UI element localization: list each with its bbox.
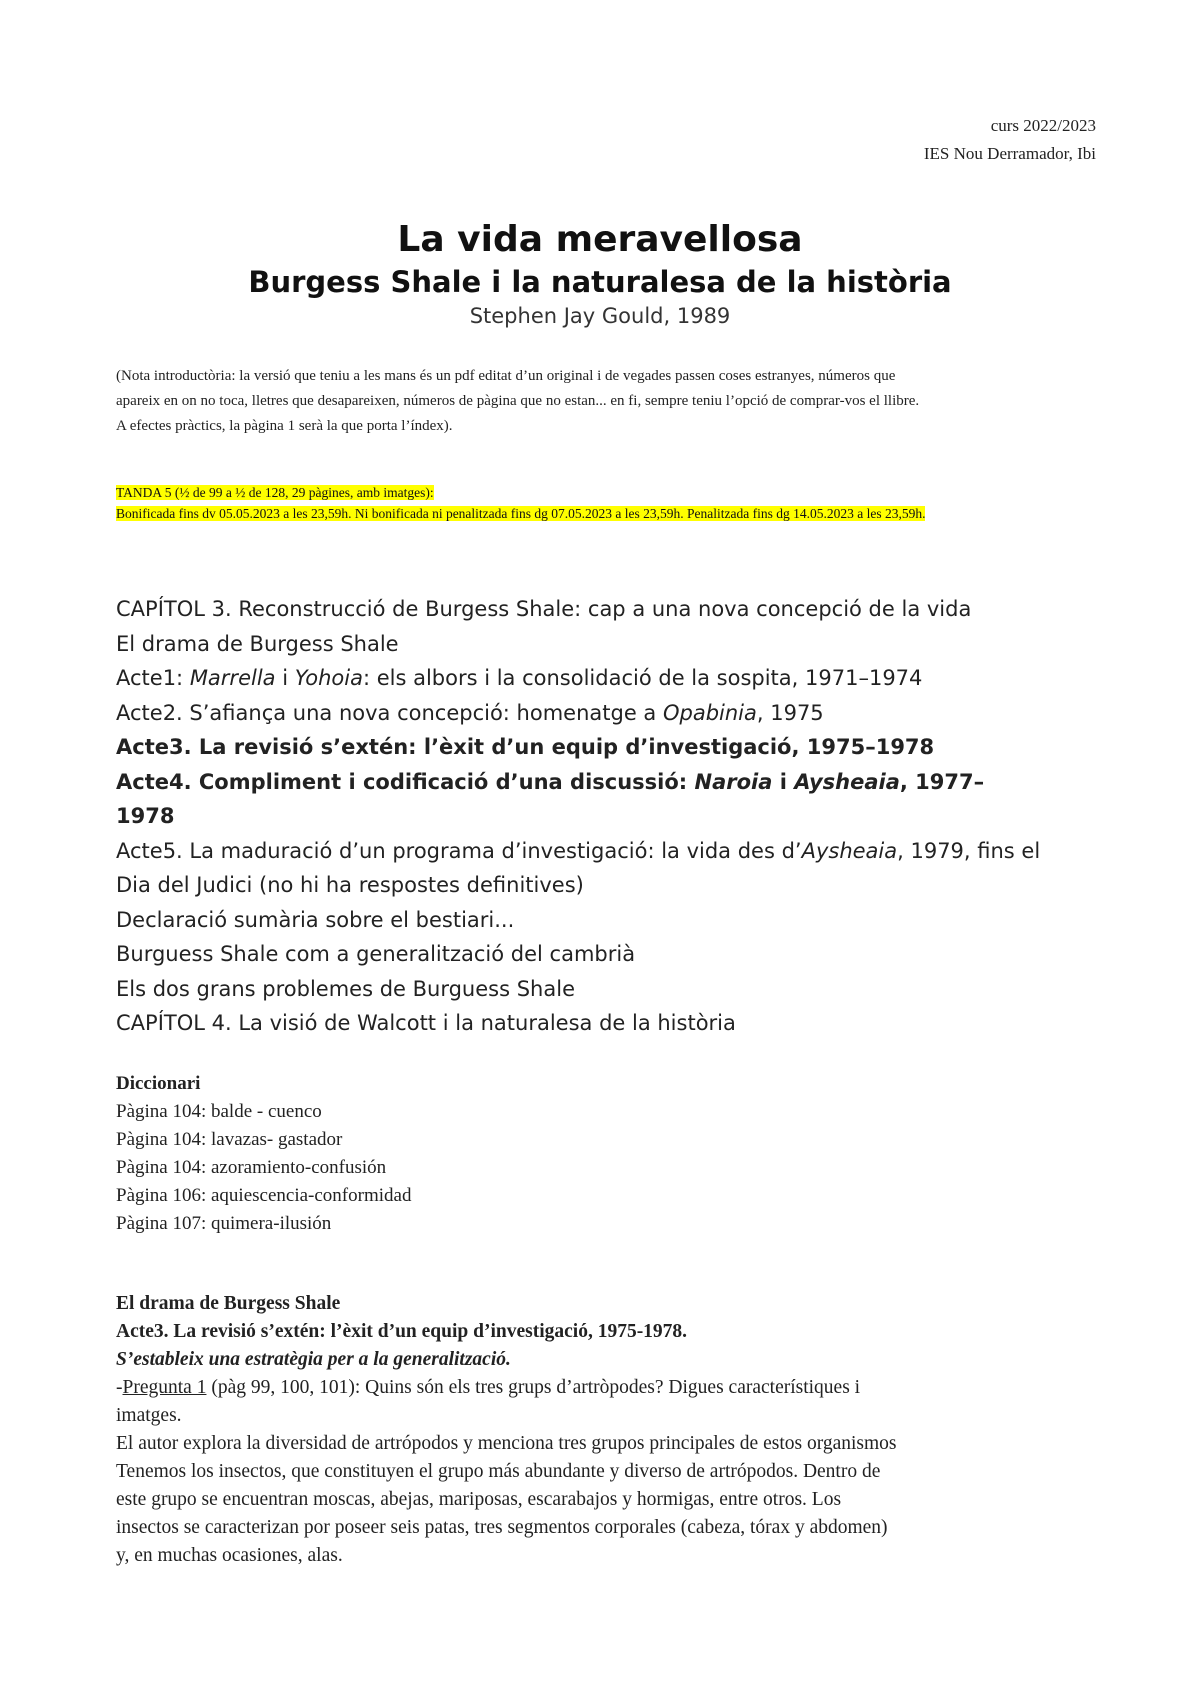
toc-chapter-4: CAPÍTOL 4. La visió de Walcott i la naturalesa de la història — [116, 1011, 736, 1035]
section-acte3 — [116, 1290, 1096, 1570]
toc-acte5-cont: Dia del Judici (no hi ha respostes definitives) — [116, 873, 584, 897]
toc-acte4-cont: 1978 — [116, 804, 175, 828]
toc-drama: El drama de Burgess Shale — [116, 631, 399, 656]
toc-acte2: Acte2. S’afiança una nova concepció: homenatge a Opabinia, 1975 — [116, 700, 824, 725]
intro-note-line: apareix en on no toca, lletres que desapareixen, números de pàgina que no estan... en fi, sempre teniu l’opció de comprar-vos el llibre. — [116, 393, 920, 409]
school-name: IES Nou Derramador, Ibi — [923, 144, 1096, 163]
toc-acte1: Acte1: Marrella i Yohoia: els albors i la consolidació de la sospita, 1971–1974 — [116, 666, 923, 690]
book-author: Stephen Jay Gould, 1989 — [469, 304, 731, 328]
section-heading: El drama de Burgess Shale — [116, 1293, 341, 1314]
question-label: Pregunta 1 — [122, 1377, 207, 1398]
book-subtitle: Burgess Shale i la naturalesa de la història — [248, 265, 952, 299]
toc-acte3: Acte3. La revisió s’extén: l’èxit d’un equip d’investigació, 1975–1978 — [116, 735, 935, 759]
answer-line: Tenemos los insectos, que constituyen el grupo más abundante y diverso de artrópodos. Dentro de — [116, 1461, 881, 1482]
toc-acte4: Acte4. Compliment i codificació d’una discussió: Naroia i Aysheaia, 1977– — [116, 769, 985, 794]
section-strategy: S’estableix una estratègia per a la generalització. — [116, 1349, 511, 1370]
dictionary-entry: Pàgina 106: aquiescencia-conformidad — [116, 1185, 412, 1206]
question-1-cont: imatges. — [116, 1405, 182, 1426]
dictionary-entry: Pàgina 104: lavazas- gastador — [116, 1129, 343, 1150]
dictionary — [116, 1070, 411, 1238]
intro-note — [116, 364, 1096, 439]
dictionary-entry: Pàgina 107: quimera-ilusión — [116, 1213, 332, 1234]
toc-acte5: Acte5. La maduració d’un programa d’investigació: la vida des d’Aysheaia, 1979, fins el — [116, 838, 1041, 863]
toc-problemes: Els dos grans problemes de Burguess Shale — [116, 976, 575, 1001]
dictionary-entry: Pàgina 104: balde - cuenco — [116, 1101, 322, 1122]
table-of-contents — [116, 592, 1100, 1041]
answer-line: y, en muchas ocasiones, alas. — [116, 1545, 343, 1566]
page-header — [924, 112, 1096, 168]
book-title: La vida meravellosa — [397, 219, 803, 260]
dictionary-entry: Pàgina 104: azoramiento-confusión — [116, 1157, 387, 1178]
answer-line: este grupo se encuentran moscas, abejas, mariposas, escarabajos y hormigas, entre otros. Los — [116, 1489, 842, 1510]
toc-declaracio: Declaració sumària sobre el bestiari... — [116, 907, 515, 932]
tanda-title: TANDA 5 (½ de 99 a ½ de 128, 29 pàgines, amb imatges): — [116, 485, 434, 500]
section-subheading: Acte3. La revisió s’extén: l’èxit d’un equip d’investigació, 1975-1978. — [116, 1321, 688, 1342]
question-1: -Pregunta 1 (pàg 99, 100, 101): Quins són els tres grups d’artròpodes? Digues característiques i — [116, 1377, 861, 1398]
intro-note-line: A efectes pràctics, la pàgina 1 serà la que porta l’índex). — [116, 418, 453, 434]
course-year: curs 2022/2023 — [990, 116, 1096, 135]
toc-generalitzacio: Burguess Shale com a generalització del cambrià — [116, 942, 636, 966]
intro-note-line: (Nota introductòria: la versió que teniu a les mans és un pdf editat d’un original i de vegades passen coses estranyes, números que — [116, 368, 896, 384]
tanda-deadlines — [116, 482, 925, 524]
answer-line: El autor explora la diversidad de artrópodos y menciona tres grupos principales de estos organismos — [116, 1433, 897, 1454]
dictionary-heading: Diccionari — [116, 1073, 201, 1094]
toc-chapter-3: CAPÍTOL 3. Reconstrucció de Burgess Shale: cap a una nova concepció de la vida — [116, 597, 972, 621]
tanda-dates: Bonificada fins dv 05.05.2023 a les 23,59h. Ni bonificada ni penalitzada fins dg 07.05.2023 a les 23,59h. Penalitzada fins dg 14.05.2023 a les 23,59h. — [116, 506, 926, 521]
answer-line: insectos se caracterizan por poseer seis patas, tres segmentos corporales (cabeza, tórax y abdomen) — [116, 1517, 888, 1538]
title-block — [0, 218, 1200, 330]
